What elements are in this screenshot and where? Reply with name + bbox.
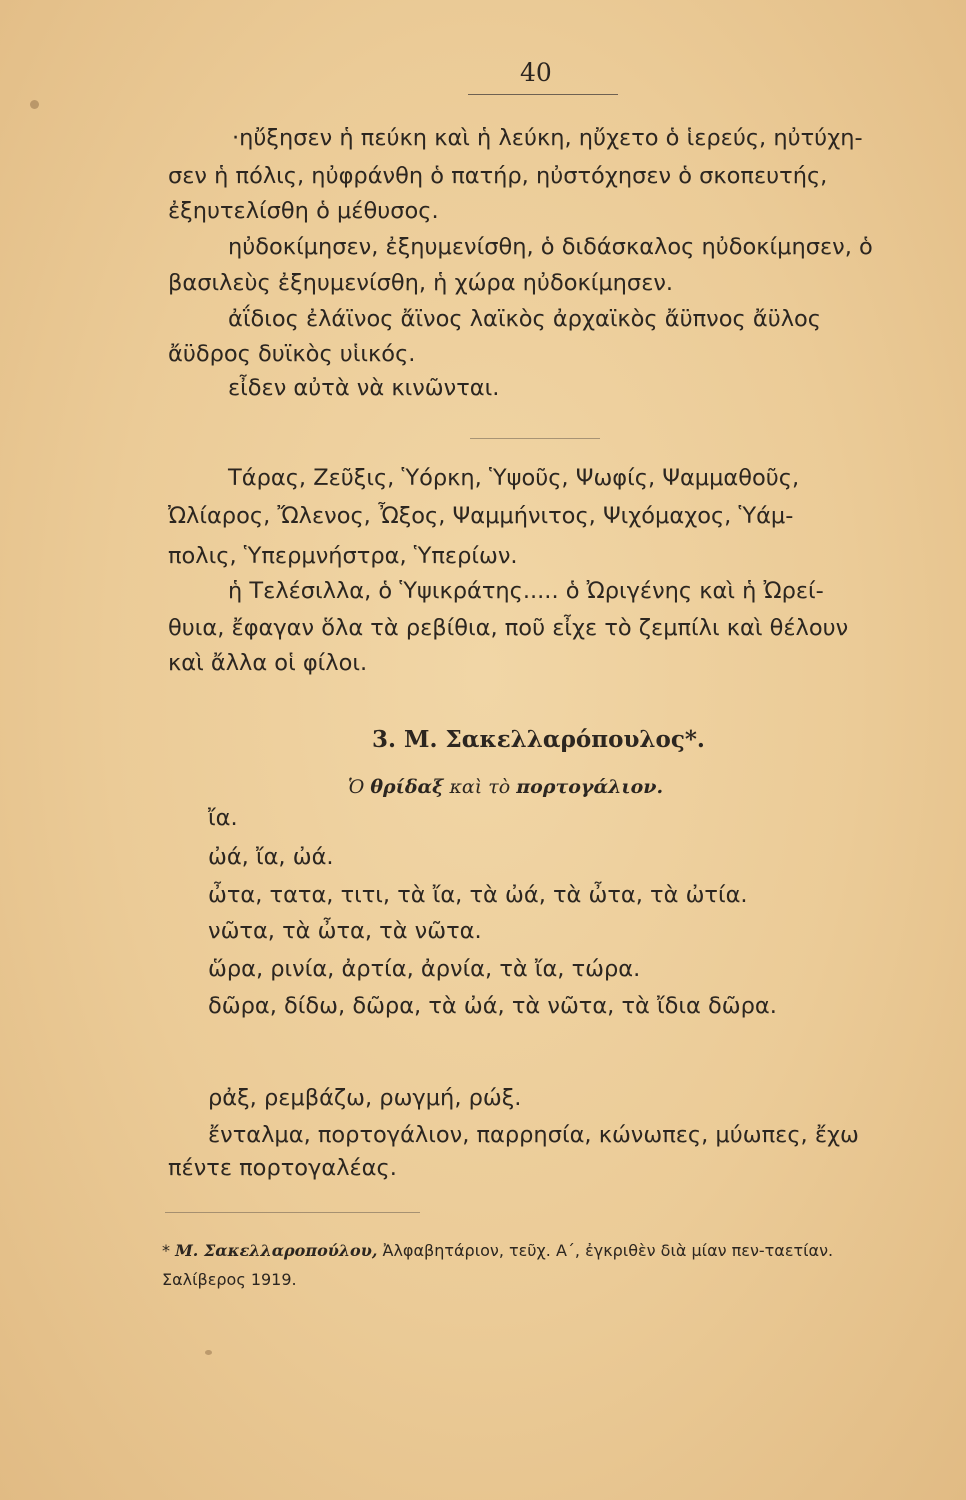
text-line: θυια, ἔφαγαν ὅλα τὰ ρεβίθια, ποῦ εἶχε τὸ ζεμπίλι καὶ θέλουν [168, 615, 849, 641]
text-line: ὥρα, ρινία, ἀρτία, ἀρνία, τὰ ἴα, τώρα. [208, 956, 641, 982]
text-line: ἐξηυτελίσθη ὁ μέθυσος. [168, 198, 439, 224]
text-line: καὶ ἄλλα οἱ φίλοι. [168, 650, 368, 676]
text-line: Τάρας, Ζεῦξις, Ὑόρκη, Ὑψοῦς, Ψωφίς, Ψαμμαθοῦς, [228, 465, 800, 491]
title-end: πορτογάλιον. [516, 776, 664, 798]
text-line: εἶδεν αὐτὰ νὰ κινῶνται. [228, 375, 500, 401]
text-line: ἔνταλμα, πορτογάλιον, παρρησία, κώνωπες, μύωπες, ἔχω [208, 1122, 859, 1148]
piece-title [348, 776, 663, 798]
text-line: ηὐδοκίμησεν, ἐξηυμενίσθη, ὁ διδάσκαλος ηὐδοκίμησεν, ὁ [228, 234, 873, 260]
text-line: ἄϋδρος δυϊκὸς υἱικός. [168, 341, 416, 367]
section-heading: 3. Μ. Σακελλαρόπουλος*. [372, 726, 705, 753]
footnote [162, 1236, 882, 1294]
text-line: βασιλεὺς ἐξηυμενίσθη, ἡ χώρα ηὐδοκίμησεν. [168, 270, 674, 296]
text-line: ·ηὔξησεν ἡ πεύκη καὶ ἡ λεύκη, ηὔχετο ὁ ἱερεύς, ηὐτύχη- [232, 125, 863, 151]
footnote-text: Ἀλφαβητάριον, τεῦχ. Α΄, ἐγκριθὲν διὰ μίαν πεν-ταετίαν. Σαλίβερος 1919. [162, 1241, 834, 1289]
footnote-rule [165, 1212, 420, 1213]
text-line: ὦτα, τατα, τιτι, τὰ ἴα, τὰ ὠά, τὰ ὦτα, τὰ ὠτία. [208, 882, 748, 908]
text-line: ὠά, ἴα, ὠά. [208, 844, 334, 870]
header-rule [468, 94, 618, 95]
text-line: Ὠλίαρος, Ὤλενος, Ὦξος, Ψαμμήνιτος, Ψιχόμαχος, Ὑάμ- [168, 503, 794, 529]
ink-spot [205, 1350, 212, 1355]
text-line: ἡ Τελέσιλλα, ὁ Ὑψικράτης..... ὁ Ὠριγένης καὶ ἡ Ὠρεί- [228, 578, 824, 604]
text-line: ἀΐδιος ἐλάϊνος ἄϊνος λαϊκὸς ἀρχαϊκὸς ἄϋπνος ἄϋλος [228, 306, 822, 332]
footnote-author: Μ. Σακελλαροπούλου, [175, 1241, 378, 1260]
text-line: νῶτα, τὰ ὦτα, τὰ νῶτα. [208, 918, 482, 944]
text-line: πολις, Ὑπερμνήστρα, Ὑπερίων. [168, 543, 518, 569]
text-line: πέντε πορτογαλέας. [168, 1155, 397, 1181]
title-mid: καὶ τὸ [443, 776, 517, 798]
page-number: 40 [520, 58, 552, 87]
text-line: σεν ἡ πόλις, ηὐφράνθη ὁ πατήρ, ηὐστόχησεν ὁ σκοπευτής, [168, 163, 828, 189]
text-line: ἴα. [208, 805, 238, 831]
title-bold: θρίδαξ [370, 776, 444, 798]
section-divider [470, 438, 600, 439]
ink-spot [30, 100, 39, 109]
footnote-marker: * [162, 1241, 176, 1260]
title-start: Ὁ [348, 776, 371, 798]
text-line: ρἀξ, ρεμβάζω, ρωγμή, ρώξ. [208, 1085, 522, 1111]
text-line: δῶρα, δίδω, δῶρα, τὰ ὠά, τὰ νῶτα, τὰ ἴδια δῶρα. [208, 993, 777, 1019]
